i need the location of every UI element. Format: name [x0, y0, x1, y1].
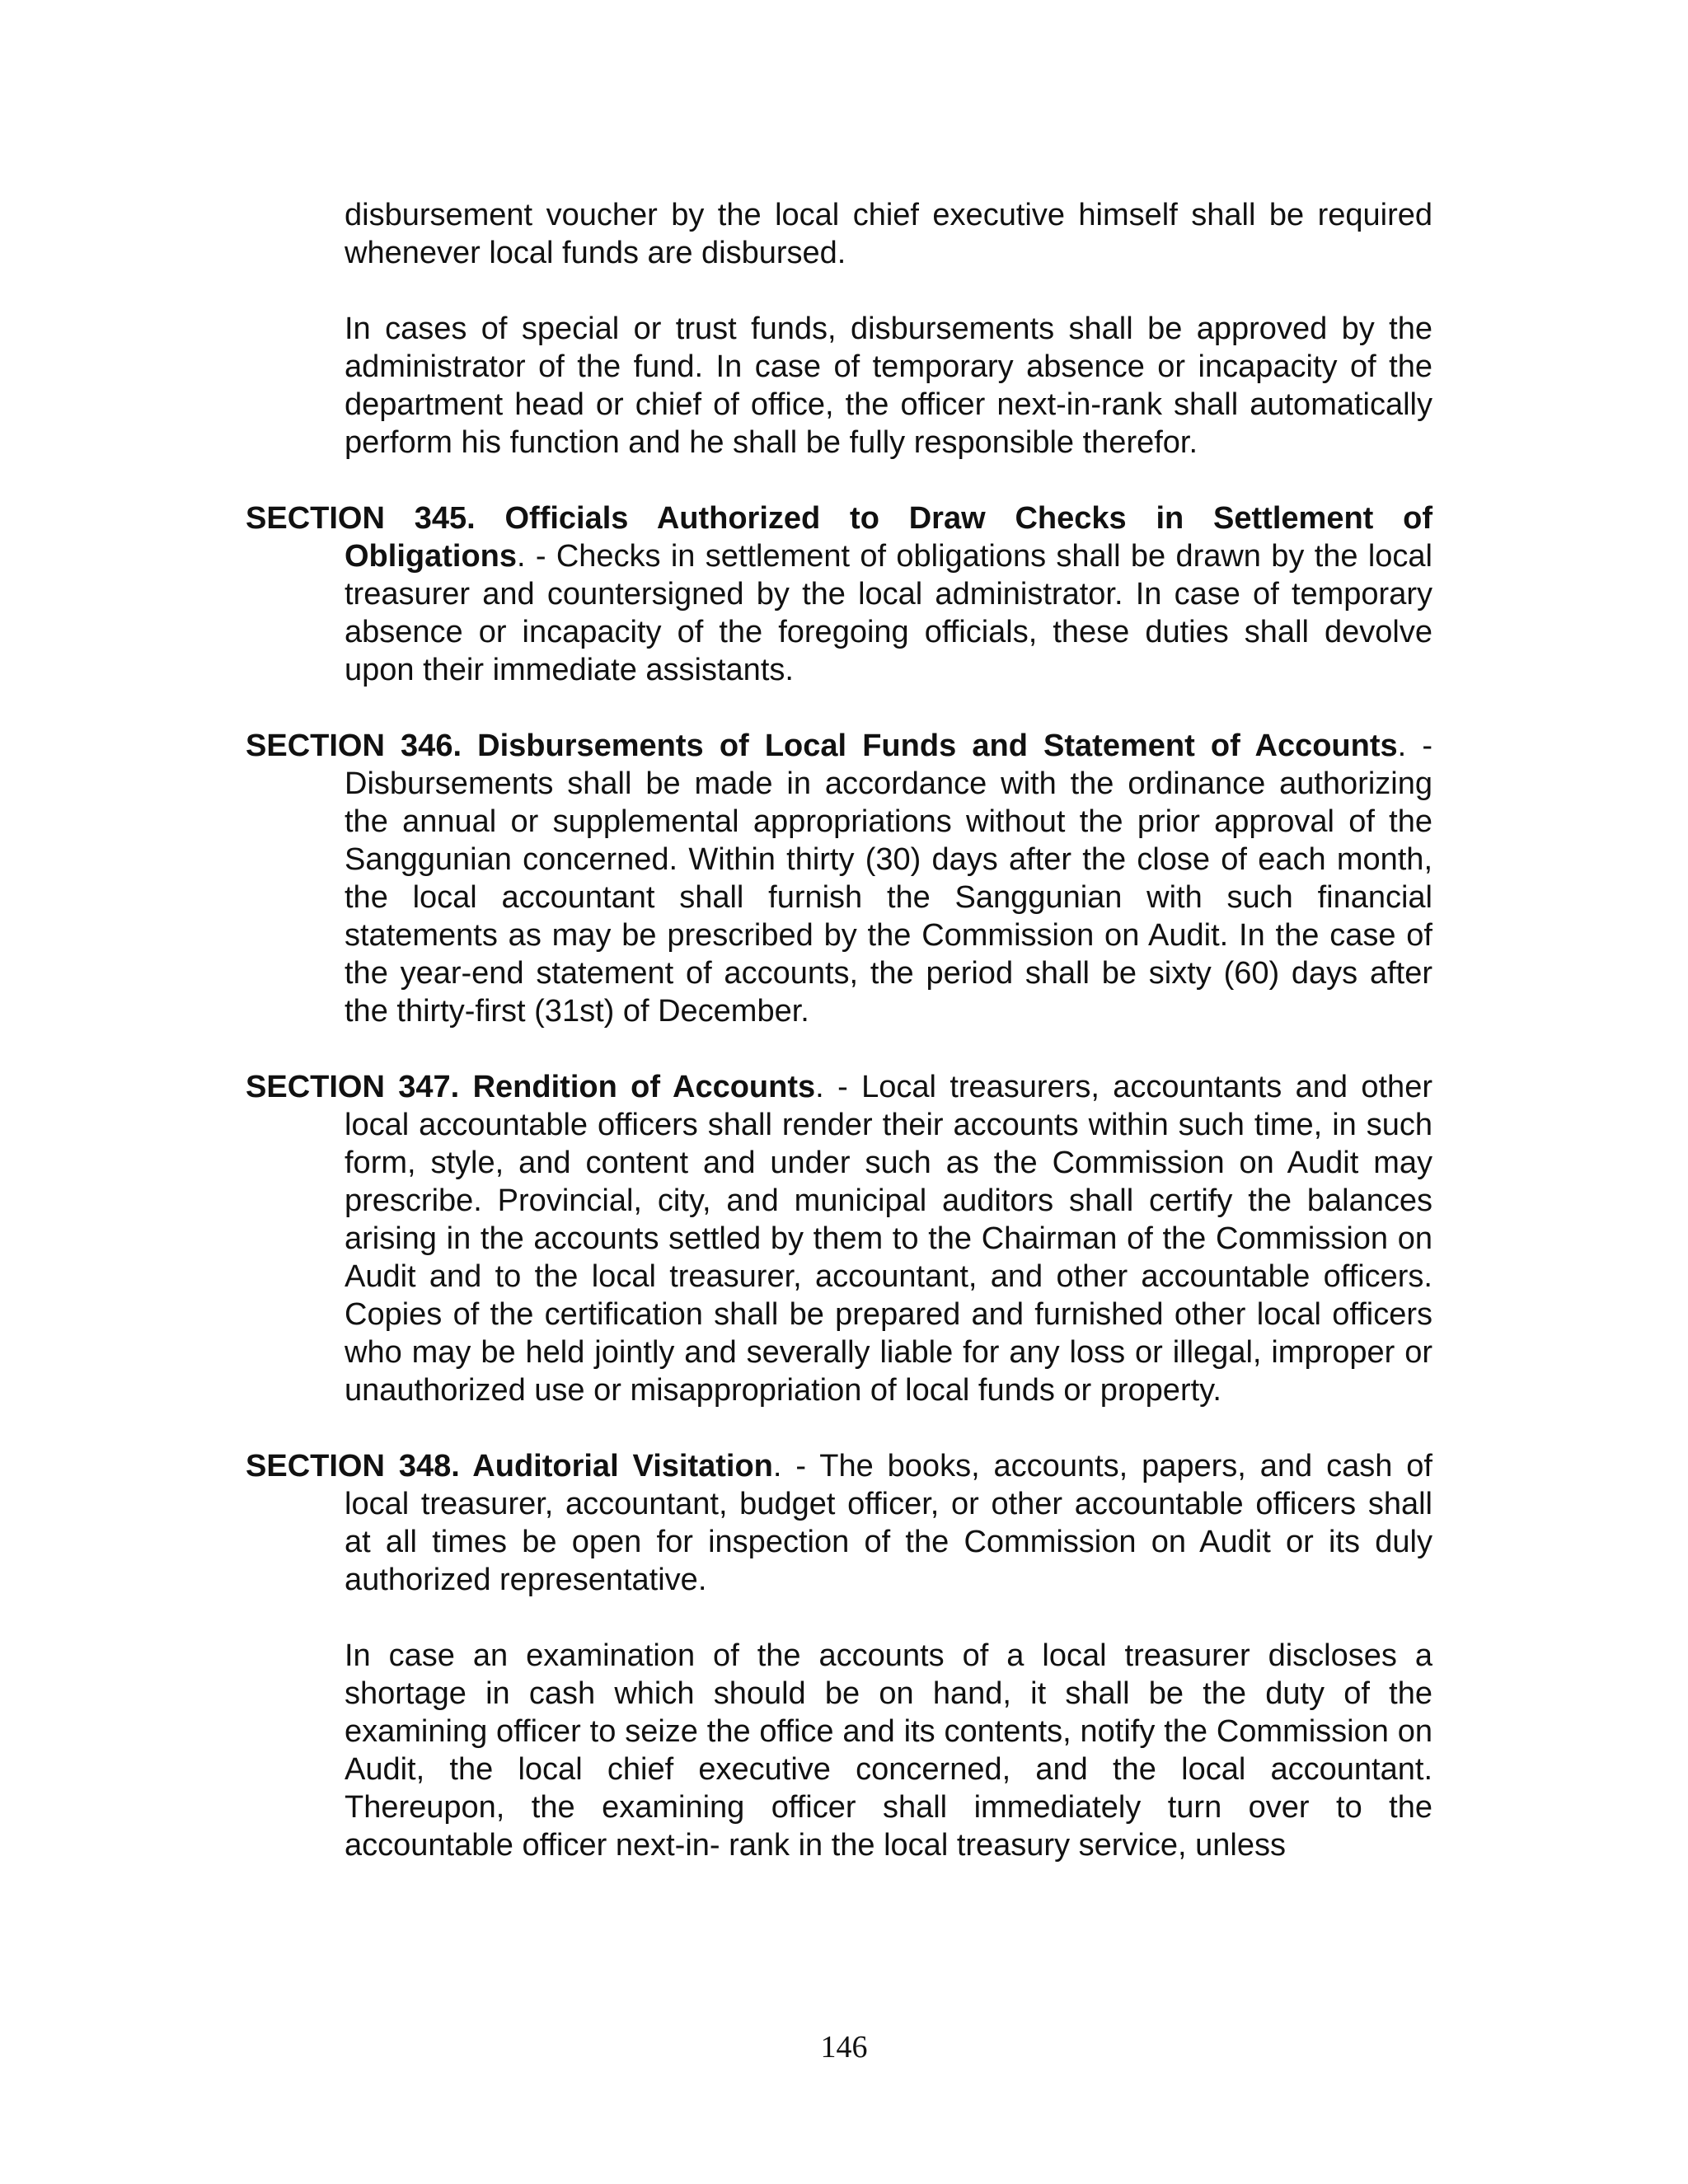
paragraph-shortage-examination: In case an examination of the accounts of a local treasurer discloses a shortage in cash which should be on hand, it shall be the duty of the examining officer to seize the office and its contents, notify the Commission on Audit, the local chief executive concerned, and the local accountant. Thereupon, the examining officer shall immediately turn over to the accountable officer next-in- rank in the local treasury service, unless [345, 1638, 1432, 1863]
section-347-body: . - Local treasurers, accountants and other local accountable officers shall render their accounts within such time, in such form, style, and content and under such as the Commission on Audit may prescribe. Provincial, city, and municipal auditors shall certify the balances arising in the accounts settled by them to the Chairman of the Commission on Audit and to the local treasurer, accountant, and other accountable officers. Copies of the certification shall be prepared and furnished other local officers who may be held jointly and severally liable for any loss or illegal, improper or unauthorized use or misappropriation of local funds or property. [345, 1070, 1432, 1408]
section-345-heading: SECTION 345. Officials Authorized to Draw Checks in Settlement of Obligations [246, 501, 1432, 574]
section-348-body: . - The books, accounts, papers, and cash of local treasurer, accountant, budget officer, or other accountable officers shall at all times be open for inspection of the Commission on Audit or its duly authorized representative. [345, 1449, 1432, 1597]
section-348-heading: SECTION 348. Auditorial Visitation [246, 1449, 773, 1483]
section-345 [246, 499, 1432, 689]
page-body [246, 196, 1432, 1902]
section-346 [246, 727, 1432, 1030]
section-346-body: . - Disbursements shall be made in accordance with the ordinance authorizing the annual or supplemental appropriations without the prior approval of the Sanggunian concerned. Within thirty (30) days after the close of each month, the local accountant shall furnish the Sanggunian with such financial statements as may be prescribed by the Commission on Audit. In the case of the year-end statement of accounts, the period shall be sixty (60) days after the thirty-first (31st) of December. [345, 729, 1432, 1029]
section-347-heading: SECTION 347. Rendition of Accounts [246, 1070, 816, 1104]
paragraph-continuation: disbursement voucher by the local chief executive himself shall be required whenever local funds are disbursed. [345, 198, 1432, 270]
section-347 [246, 1068, 1432, 1409]
paragraph-special-trust-funds: In cases of special or trust funds, disbursements shall be approved by the administrator of the fund. In case of temporary absence or incapacity of the department head or chief of office, the officer next-in-rank shall automatically perform his function and he shall be fully responsible therefor. [345, 312, 1432, 460]
section-345-body: . - Checks in settlement of obligations shall be drawn by the local treasurer and countersigned by the local administrator. In case of temporary absence or incapacity of the foregoing officials, these duties shall devolve upon their immediate assistants. [345, 539, 1432, 687]
section-348 [246, 1447, 1432, 1599]
page-number: 146 [820, 2030, 868, 2064]
section-346-heading: SECTION 346. Disbursements of Local Funds and Statement of Accounts [246, 729, 1398, 763]
